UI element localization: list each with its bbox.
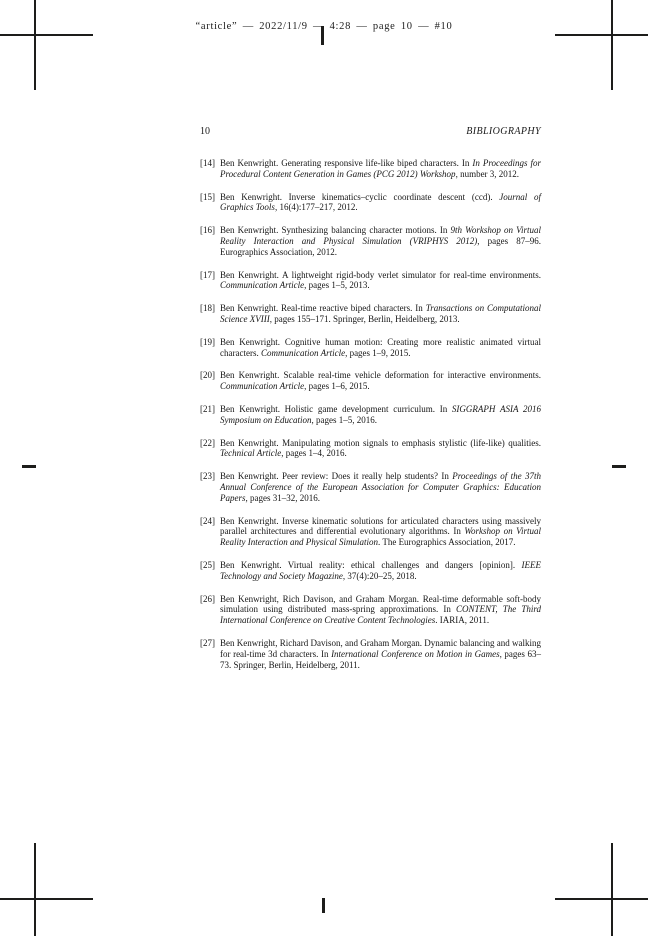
- reference-label: [26]: [200, 593, 215, 604]
- reference-label: [22]: [200, 437, 215, 448]
- reference-text: Ben Kenwright. Cognitive human motion: Creating more realistic animated virtual characters. Communication Article, pages 1–9, 2015.: [220, 336, 541, 358]
- reference-item: [200, 270, 541, 292]
- reference-text: Ben Kenwright, Richard Davison, and Graham Morgan. Dynamic balancing and walking for real-time 3d characters. In International Conference on Motion in Games, pages 63–73. Springer, Berlin, Heidelberg, 2011.: [220, 637, 542, 670]
- reference-text: Ben Kenwright. Real-time reactive biped characters. In Transactions on Computational Science XVIII, pages 155–171. Springer, Berlin, Heidelberg, 2013.: [220, 303, 541, 324]
- reference-label: [27]: [200, 637, 215, 648]
- reference-label: [21]: [200, 403, 215, 414]
- crop-mark-top-left-horizontal: [0, 34, 93, 36]
- reference-text: Ben Kenwright. Generating responsive life-like biped characters. In In Proceedings for Procedural Content Generation in Games (PCG 2012) Workshop, number 3, 2012.: [220, 158, 541, 179]
- reference-text: Ben Kenwright. Peer review: Does it really help students? In Proceedings of the 37th Annual Conference of the European Association for Computer Graphics: Education Papers, pages 31–32, 2016.: [220, 471, 541, 503]
- reference-item: [200, 303, 541, 325]
- crop-header-line: “article” — 2022/11/9 — 4:28 — page 10 — #10: [195, 21, 453, 32]
- running-title: BIBLIOGRAPHY: [466, 126, 541, 137]
- crop-mark-bottom-left-horizontal: [0, 898, 93, 900]
- reference-text: Ben Kenwright. Inverse kinematics–cyclic coordinate descent (ccd). Journal of Graphics Tools, 16(4):177–217, 2012.: [220, 191, 541, 213]
- reference-label: [18]: [200, 303, 215, 314]
- reference-label: [23]: [200, 471, 215, 482]
- reference-item: [200, 638, 541, 670]
- reference-label: [16]: [200, 225, 215, 236]
- page-number: 10: [200, 126, 210, 137]
- reference-item: [200, 516, 541, 548]
- running-head: [200, 126, 541, 137]
- reference-item: [200, 560, 541, 582]
- reference-text: Ben Kenwright. Holistic game development curriculum. In SIGGRAPH ASIA 2016 Symposium on Education, pages 1–5, 2016.: [220, 403, 541, 425]
- reference-label: [20]: [200, 370, 215, 381]
- crop-mark-bottom-right-horizontal: [555, 898, 648, 900]
- crop-mark-top-right-horizontal: [555, 34, 648, 36]
- reference-text: Ben Kenwright. Scalable real-time vehicle deformation for interactive environments. Communication Article, pages 1–6, 2015.: [220, 370, 541, 392]
- reference-item: [200, 370, 541, 392]
- reference-item: [200, 192, 541, 214]
- reference-text: Ben Kenwright. A lightweight rigid-body verlet simulator for real-time environments. Communication Article, pages 1–5, 2013.: [220, 269, 541, 291]
- crop-mark-bottom-right-vertical: [611, 843, 613, 936]
- crop-mark-top-left-vertical: [34, 0, 36, 90]
- crop-mark-bottom-left-vertical: [34, 843, 36, 936]
- reference-label: [19]: [200, 336, 215, 347]
- reference-text: Ben Kenwright. Manipulating motion signals to emphasis stylistic (life-like) qualities. Technical Article, pages 1–4, 2016.: [220, 437, 541, 459]
- reference-label: [25]: [200, 559, 215, 570]
- reference-item: [200, 594, 541, 626]
- reference-item: [200, 337, 541, 359]
- bibliography-list: [200, 158, 541, 670]
- reference-item: [200, 225, 541, 257]
- reference-text: Ben Kenwright. Virtual reality: ethical challenges and dangers [opinion]. IEEE Technology and Society Magazine, 37(4):20–25, 2018.: [220, 559, 541, 581]
- reference-text: Ben Kenwright, Rich Davison, and Graham Morgan. Real-time deformable soft-body simulation using distributed mass-spring approximations. In CONTENT, The Third International Conference on Creative Content Technologies. IARIA, 2011.: [220, 593, 542, 626]
- crop-mark-right-center: [612, 465, 626, 468]
- reference-item: [200, 471, 541, 503]
- reference-item: [200, 438, 541, 460]
- reference-label: [14]: [200, 158, 215, 168]
- reference-label: [17]: [200, 269, 215, 280]
- reference-item: [200, 404, 541, 426]
- crop-mark-bottom-center: [322, 898, 325, 913]
- reference-label: [15]: [200, 191, 215, 202]
- reference-text: Ben Kenwright. Inverse kinematic solutions for articulated characters using massively parallel architectures and differential evolutionary algorithms. In Workshop on Virtual Reality Interaction and Physical Simulation. The Eurographics Association, 2017.: [220, 515, 541, 548]
- reference-item: [200, 158, 541, 180]
- page-content: [200, 126, 541, 682]
- crop-mark-left-center: [22, 465, 36, 468]
- reference-label: [24]: [200, 515, 215, 526]
- reference-text: Ben Kenwright. Synthesizing balancing character motions. In 9th Workshop on Virtual Reality Interaction and Physical Simulation (VRIPHYS 2012), pages 87–96. Eurographics Association, 2012.: [220, 225, 541, 257]
- crop-mark-top-right-vertical: [611, 0, 613, 90]
